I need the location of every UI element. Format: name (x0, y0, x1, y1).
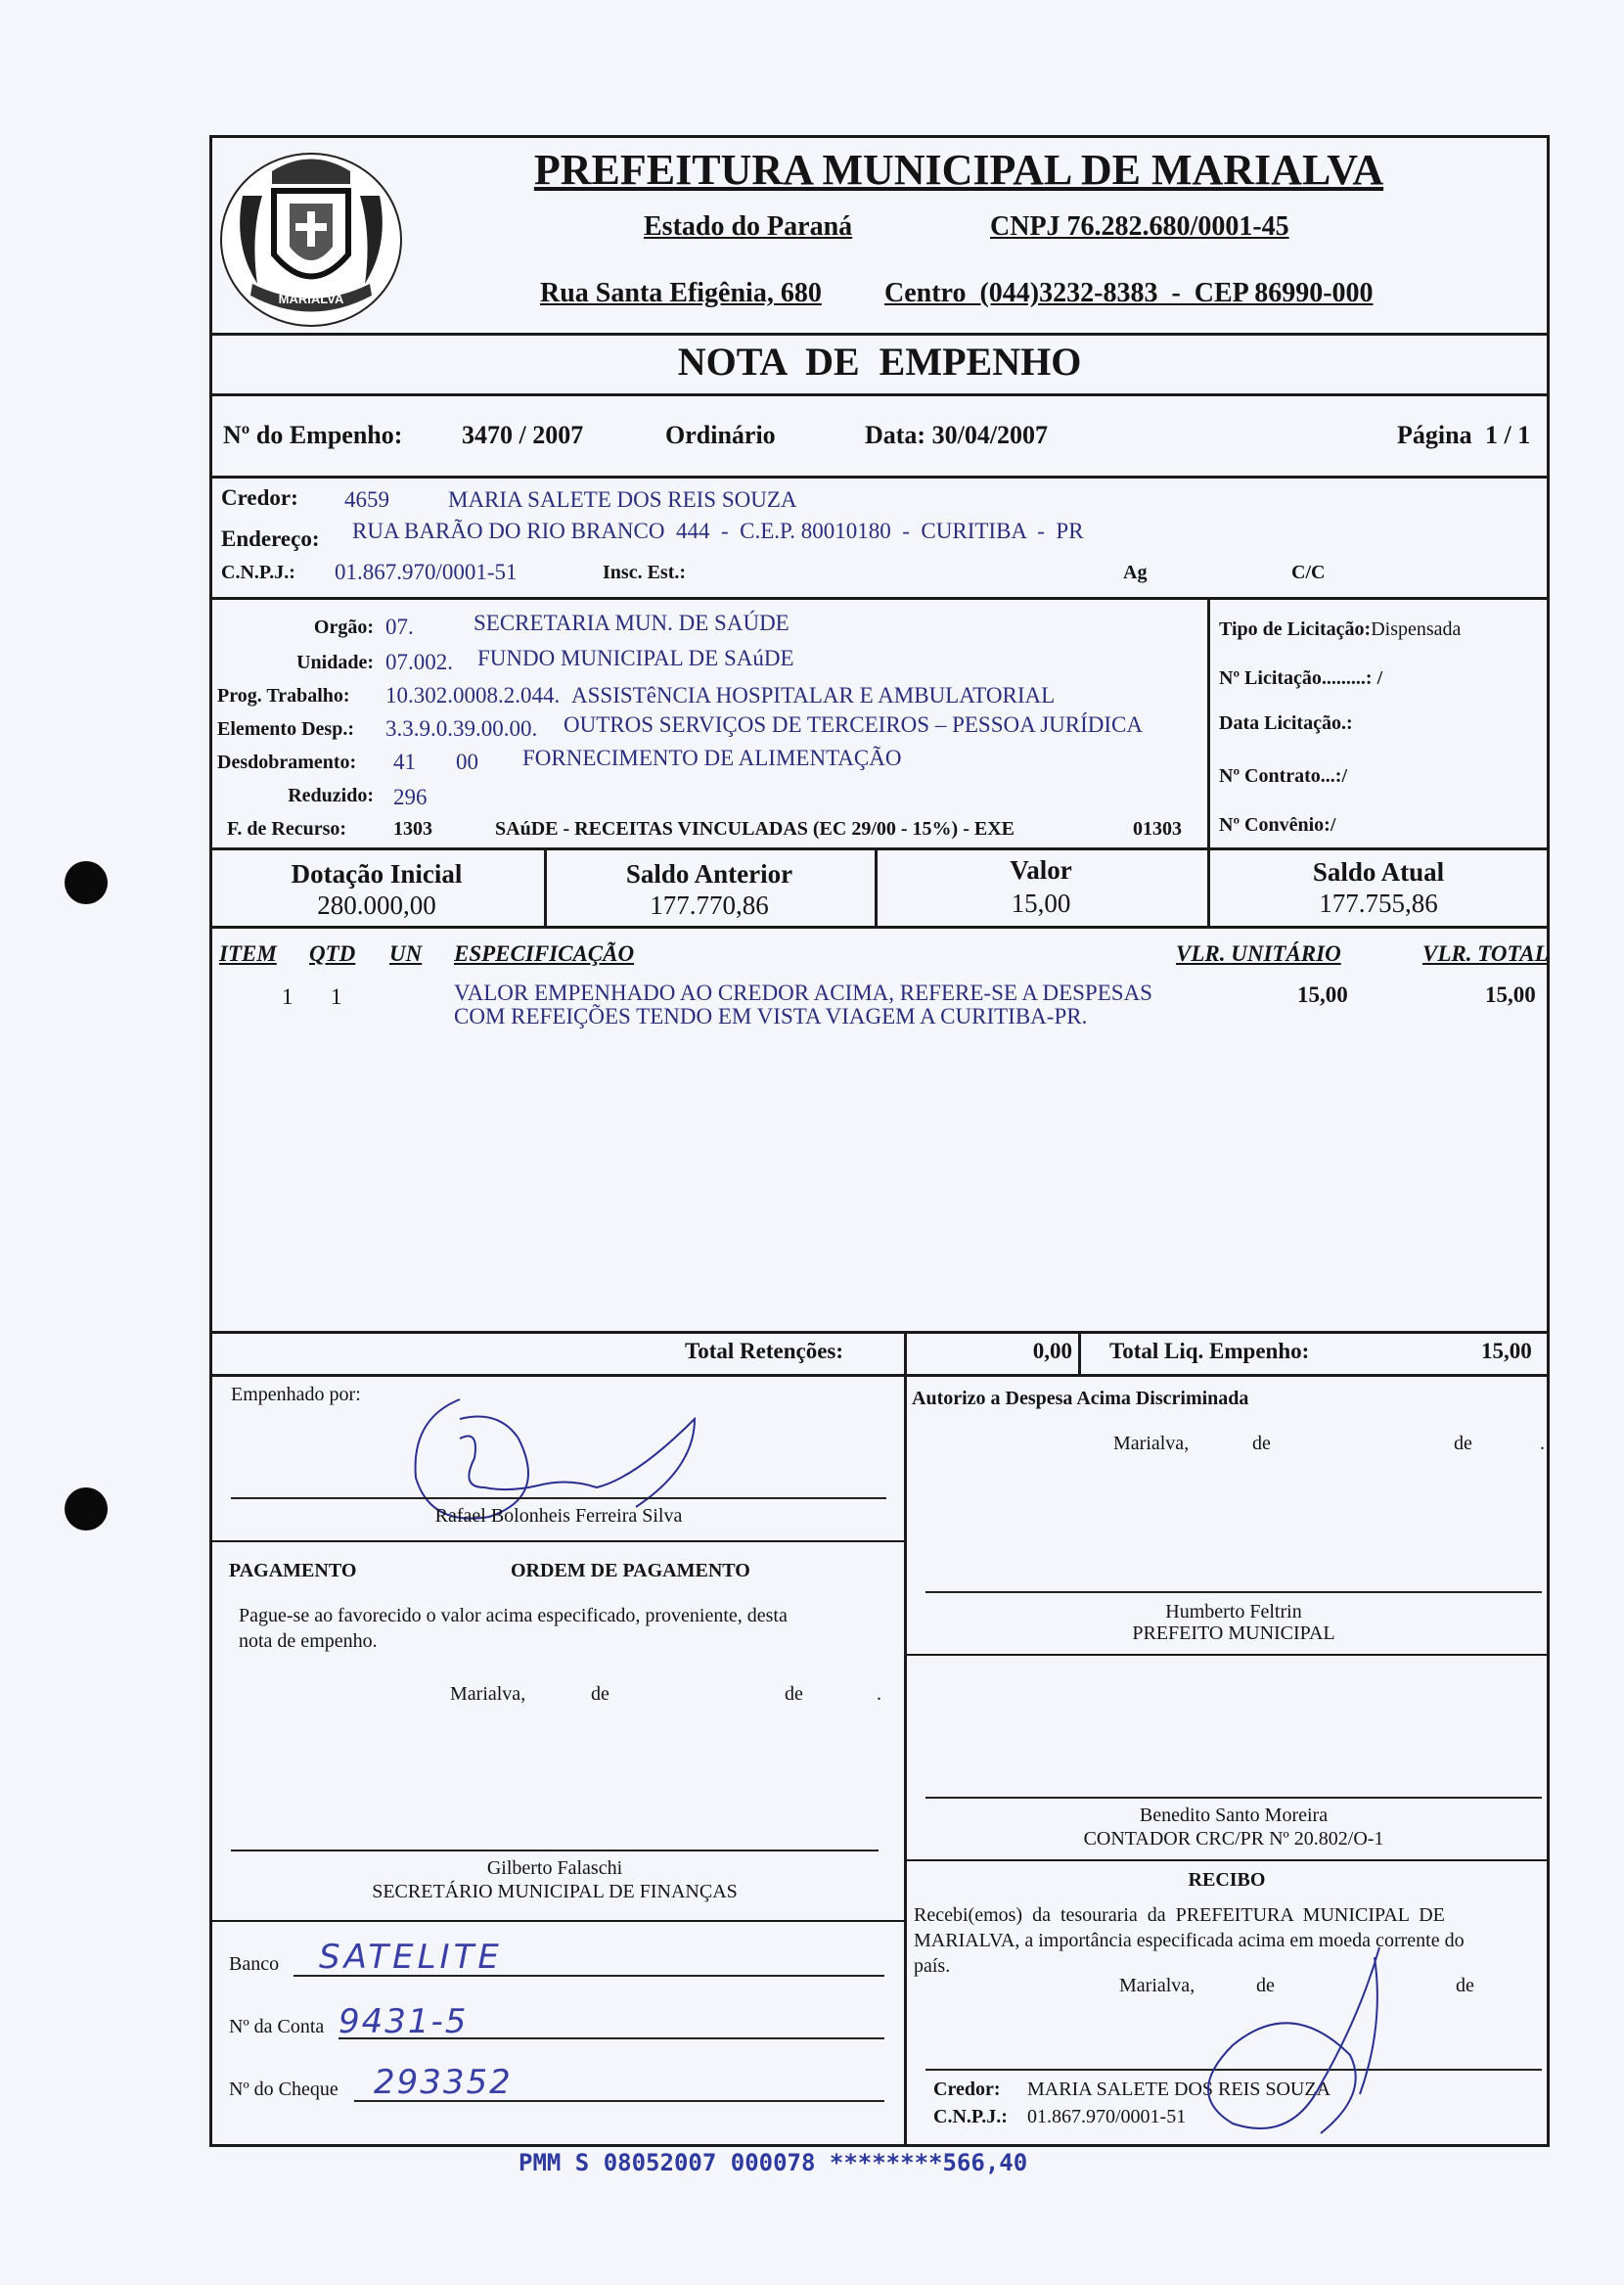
recibo-text3: país. (914, 1955, 951, 1977)
header-cnpj: CNPJ 76.282.680/0001-45 (990, 211, 1289, 242)
cheque-value[interactable]: 293352 (374, 2063, 513, 2102)
unidade-code: 07.002. (385, 650, 453, 674)
recibo-cnpj-label: C.N.P.J.: (933, 2106, 1008, 2127)
autorizo-label: Autorizo a Despesa Acima Discriminada (912, 1388, 1249, 1409)
pagamento-label: PAGAMENTO (229, 1560, 357, 1581)
elemento-code: 3.3.9.0.39.00.00. (385, 716, 538, 741)
desdobramento-name: FORNECIMENTO DE ALIMENTAÇÃO (522, 746, 902, 770)
page-number: 1 / 1 (1485, 421, 1531, 449)
punch-hole-top (65, 861, 108, 904)
pagamento-role: SECRETÁRIO MUNICIPAL DE FINANÇAS (372, 1881, 738, 1902)
printed-stamp: PMM S 08052007 000078 ********566,40 (519, 2149, 1028, 2176)
item-number: 1 (282, 984, 293, 1009)
prog-label: Prog. Trabalho: (217, 685, 350, 707)
valor-label: Valor (1010, 855, 1072, 885)
empenhado-label: Empenhado por: (231, 1384, 361, 1405)
header-contact: Centro (044)3232-8383 - CEP 86990-000 (884, 278, 1374, 308)
elemento-label: Elemento Desp.: (217, 718, 354, 740)
autorizo-signer: Humberto Feltrin (1165, 1601, 1302, 1622)
contador-role: CONTADOR CRC/PR Nº 20.802/O-1 (1083, 1828, 1384, 1850)
autorizo-de1: de (1252, 1433, 1271, 1454)
saldo-atual-label: Saldo Atual (1312, 857, 1445, 887)
banco-label: Banco (229, 1953, 280, 1975)
pagamento-end: . (877, 1683, 881, 1705)
desdobramento-label: Desdobramento: (217, 752, 357, 773)
empenho-date: Data: 30/04/2007 (865, 421, 1049, 449)
col-unit: VLR. UNITÁRIO (1176, 941, 1341, 966)
num-licitacao-label: Nº Licitação.........: / (1219, 667, 1383, 689)
dotacao-value: 280.000,00 (317, 891, 436, 920)
desdobramento-code1: 41 (393, 750, 416, 774)
insc-label: Insc. Est.: (603, 562, 687, 583)
unidade-name: FUNDO MUNICIPAL DE SAúDE (477, 646, 794, 670)
header-address: Rua Santa Efigênia, 680 (540, 278, 822, 308)
recibo-credor-name: MARIA SALETE DOS REIS SOUZA (1027, 2079, 1331, 2100)
recibo-title: RECIBO (1188, 1869, 1266, 1891)
dotacao-label: Dotação Inicial (291, 859, 463, 889)
tipo-licitacao-label: Tipo de Licitação:Dispensada (1219, 618, 1462, 640)
empenhado-name: Rafael Bolonheis Ferreira Silva (434, 1505, 683, 1527)
header-title: PREFEITURA MUNICIPAL DE MARIALVA (533, 146, 1384, 194)
punch-hole-bottom (65, 1487, 108, 1531)
ordem-pagamento-label: ORDEM DE PAGAMENTO (511, 1560, 750, 1581)
orgao-code: 07. (385, 615, 414, 639)
credor-address: RUA BARÃO DO RIO BRANCO 444 - C.E.P. 80010180 - CURITIBA - PR (352, 519, 1084, 543)
recibo-cnpj: 01.867.970/0001-51 (1027, 2106, 1187, 2127)
document-title: NOTA DE EMPENHO (677, 340, 1082, 384)
empenho-type: Ordinário (665, 421, 776, 449)
saldo-anterior-value: 177.770,86 (650, 891, 769, 920)
autorizo-de2: de (1454, 1433, 1472, 1454)
item-unit-value: 15,00 (1297, 983, 1348, 1007)
crest-text: MARIALVA (278, 292, 344, 306)
recurso-ref: 01303 (1133, 818, 1182, 840)
recibo-text1: Recebi(emos) da tesouraria da PREFEITURA MUNICIPAL DE (914, 1904, 1445, 1926)
recibo-place: Marialva, (1119, 1975, 1195, 1996)
credor-cnpj: 01.867.970/0001-51 (335, 560, 518, 584)
credor-name: MARIA SALETE DOS REIS SOUZA (448, 487, 797, 512)
cc-label: C/C (1291, 562, 1326, 583)
conta-label: Nº da Conta (229, 2016, 325, 2037)
credor-label: Credor: (221, 485, 298, 510)
tipo-licitacao-value: Dispensada (1371, 618, 1462, 640)
convenio-label: Nº Convênio:/ (1219, 814, 1336, 836)
col-total: VLR. TOTAL (1422, 941, 1549, 966)
orgao-name: SECRETARIA MUN. DE SAÚDE (474, 611, 789, 635)
recurso-label: F. de Recurso: (227, 818, 347, 840)
banco-value[interactable]: SATELITE (319, 1938, 503, 1977)
pagamento-de1: de (591, 1683, 609, 1705)
pagamento-text1: Pague-se ao favorecido o valor acima especificado, proveniente, desta (239, 1605, 788, 1626)
col-un: UN (389, 941, 423, 966)
item-total-value: 15,00 (1485, 983, 1536, 1007)
unidade-label: Unidade: (296, 652, 374, 673)
contrato-label: Nº Contrato...:/ (1219, 765, 1348, 787)
contador-name: Benedito Santo Moreira (1139, 1805, 1329, 1826)
municipal-crest-icon (213, 137, 409, 333)
credor-code: 4659 (344, 487, 389, 512)
reduzido-label: Reduzido: (288, 785, 374, 806)
item-spec-line1: VALOR EMPENHADO AO CREDOR ACIMA, REFERE-SE A DESPESAS (454, 981, 1152, 1005)
autorizo-place: Marialva, (1113, 1433, 1190, 1454)
data-licitacao-label: Data Licitação.: (1219, 712, 1353, 734)
total-retencoes-value: 0,00 (1032, 1339, 1072, 1363)
recibo-text2: MARIALVA, a importância especificada acima em moeda corrente do (914, 1930, 1465, 1951)
header-state: Estado do Paraná (644, 211, 853, 242)
col-qtd: QTD (309, 941, 356, 966)
recibo-de2: de (1456, 1975, 1474, 1996)
recibo-credor-label: Credor: (933, 2079, 1001, 2100)
reduzido-value: 296 (393, 785, 428, 809)
item-spec-line2: COM REFEIÇÕES TENDO EM VISTA VIAGEM A CURITIBA-PR. (454, 1004, 1088, 1028)
total-retencoes-label: Total Retenções: (685, 1339, 844, 1363)
conta-value[interactable]: 9431-5 (338, 2002, 469, 2041)
prog-code: 10.302.0008.2.044. (385, 683, 561, 708)
saldo-atual-value: 177.755,86 (1319, 889, 1438, 918)
col-item: ITEM (219, 941, 277, 966)
prog-name: ASSISTêNCIA HOSPITALAR E AMBULATORIAL (571, 683, 1056, 708)
col-spec: ESPECIFICAÇÃO (454, 941, 635, 966)
total-liq-label: Total Liq. Empenho: (1109, 1339, 1310, 1363)
orgao-label: Orgão: (313, 617, 374, 638)
page-label: Página (1397, 421, 1472, 449)
empenho-number: 3470 / 2007 (462, 421, 584, 449)
endereco-label: Endereço: (221, 526, 320, 551)
autorizo-role: PREFEITO MUNICIPAL (1132, 1622, 1335, 1644)
recurso-code: 1303 (393, 818, 432, 840)
recibo-de1: de (1256, 1975, 1275, 1996)
saldo-anterior-label: Saldo Anterior (625, 859, 793, 889)
autorizo-end: . (1540, 1433, 1545, 1454)
recurso-name: SAúDE - RECEITAS VINCULADAS (EC 29/00 - 15%) - EXE (495, 818, 1015, 840)
cheque-label: Nº do Cheque (229, 2079, 338, 2100)
pagamento-de2: de (785, 1683, 803, 1705)
elemento-name: OUTROS SERVIÇOS DE TERCEIROS – PESSOA JURÍDICA (564, 712, 1143, 737)
pagamento-text2: nota de empenho. (239, 1630, 378, 1652)
total-liq-value: 15,00 (1481, 1339, 1532, 1363)
cnpj-label: C.N.P.J.: (221, 562, 295, 583)
desdobramento-code2: 00 (456, 750, 478, 774)
pagamento-signer: Gilberto Falaschi (486, 1857, 623, 1879)
signature-recibo (1174, 1938, 1409, 2153)
valor-value: 15,00 (1011, 889, 1071, 918)
pagamento-place: Marialva, (450, 1683, 526, 1705)
item-qtd: 1 (331, 984, 342, 1009)
ag-label: Ag (1123, 562, 1148, 583)
empenho-label: Nº do Empenho: (223, 421, 403, 449)
